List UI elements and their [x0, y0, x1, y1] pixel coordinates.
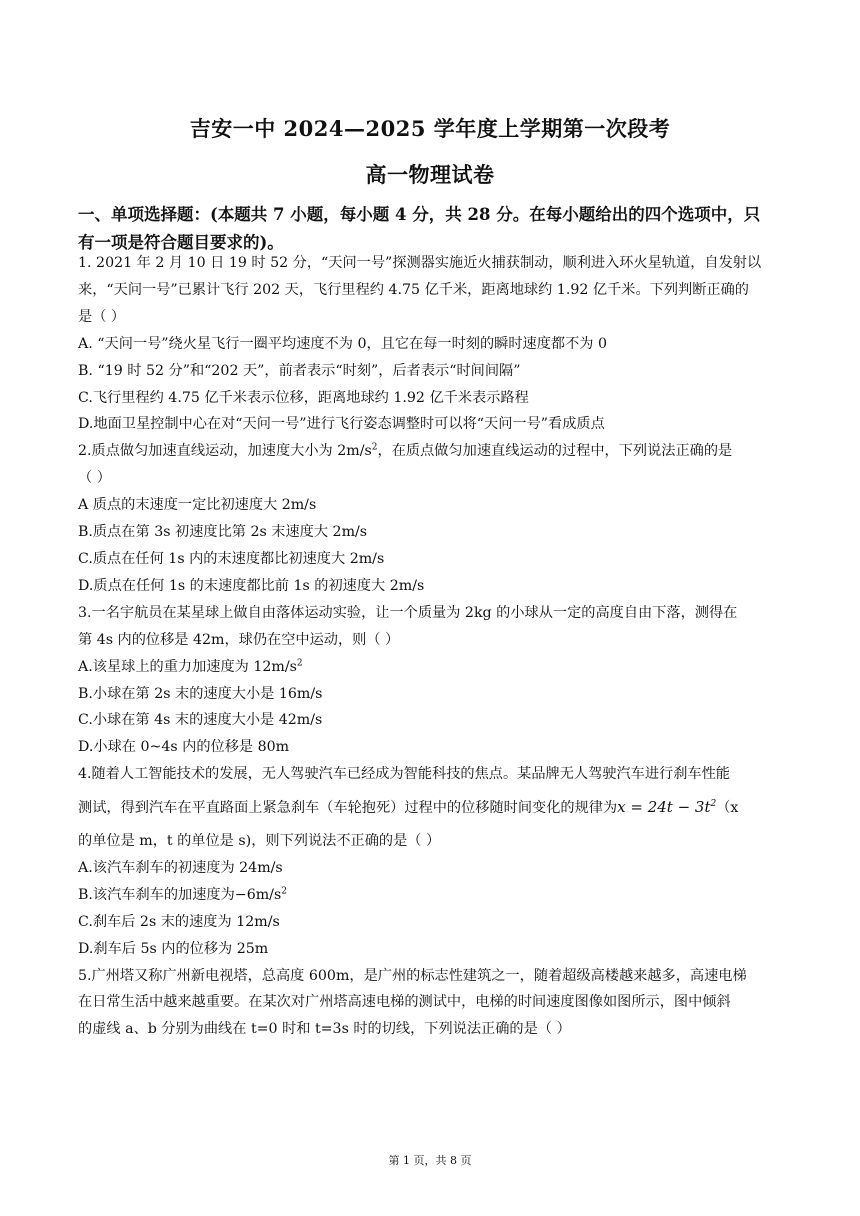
q4-stem-line2 [78, 794, 783, 822]
q3-option-a [78, 654, 783, 681]
q4-stem-part2: （x [716, 800, 739, 817]
q2-option-c: C.质点在任何 1s 内的末速度都比初速度大 2m/s [78, 550, 385, 567]
superscript: 2 [371, 442, 378, 453]
q3-stem-line2: 第 4s 内的位移是 42m，球仍在空中运动，则（ ） [78, 631, 400, 648]
section-heading-line1: 一、单项选择题：(本题共 7 小题，每小题 4 分，共 28 分。在每小题给出的四个选项中，只 [78, 205, 761, 224]
q4-stem-line3: 的单位是 m，t 的单位是 s)，则下列说法不正确的是（ ） [78, 833, 441, 850]
q1-stem-line3: 是（ ） [78, 308, 126, 325]
q2-stem-part2: ，在质点做匀加速直线运动的过程中，下列说法正确的是 [377, 443, 733, 460]
q4-option-c: C.刹车后 2s 末的速度为 12m/s [78, 913, 280, 930]
q1-stem-line2: 来，“天问一号”已累计飞行 202 天，飞行里程约 4.75 亿千米，距离地球约 1.92 亿千米。下列判断正确的 [78, 281, 749, 298]
q1-option-b: B. “19 时 52 分”和“202 天”，前者表示“时刻”，后者表示“时间间隔” [78, 362, 521, 379]
questions-body [78, 250, 783, 1043]
q4-formula [617, 798, 716, 816]
exam-subtitle: 高一物理试卷 [365, 162, 495, 187]
q2-stem-line2: （ ） [78, 470, 111, 487]
q3-stem-line1: 3.一名宇航员在某星球上做自由落体运动实验，让一个质量为 2kg 的小球从一定的高度自由下落，测得在 [78, 604, 738, 621]
q5-stem-line1: 5.广州塔又称广州新电视塔，总高度 600m，是广州的标志性建筑之一，随着超级高楼越来越多，高速电梯 [78, 967, 747, 984]
superscript: 2 [296, 657, 303, 668]
q3-option-d: D.小球在 0~4s 内的位移是 80m [78, 739, 290, 756]
q4-stem-part1: 测试，得到汽车在平直路面上紧急刹车（车轮抱死）过程中的位移随时间变化的规律为 [78, 800, 618, 817]
q1-option-d: D.地面卫星控制中心在对“天问一号”进行飞行姿态调整时可以将“天问一号”看成质点 [78, 416, 605, 433]
page-footer: 第 1 页，共 8 页 [388, 1154, 472, 1167]
q1-stem-line1: 1. 2021 年 2 月 10 日 19 时 52 分，“天问一号”探测器实施近火捕获制动，顺利进入环火星轨道，自发射以 [78, 255, 762, 271]
superscript: 2 [281, 886, 287, 897]
q5-stem-line2: 在日常生活中越来越重要。在某次对广州塔高速电梯的测试中，电梯的时间速度图像如图所示，图中倾斜 [78, 994, 731, 1011]
q3-option-b: B.小球在第 2s 末的速度大小是 16m/s [78, 685, 323, 702]
q2-option-b: B.质点在第 3s 初速度比第 2s 末速度大 2m/s [78, 524, 368, 541]
q3-option-c: C.小球在第 4s 末的速度大小是 42m/s [78, 712, 323, 729]
section-heading [78, 201, 783, 257]
q4-option-a: A.该汽车刹车的初速度为 24m/s [78, 859, 283, 876]
superscript: 2 [710, 799, 717, 810]
q4-option-b-text: B.该汽车刹车的加速度为−6m/s [78, 886, 282, 903]
q4-option-d: D.刹车后 5s 内的位移为 25m [78, 940, 269, 957]
q4-option-b [78, 882, 783, 909]
q3-option-a-text: A.该星球上的重力加速度为 12m/s [78, 658, 297, 675]
q2-option-d: D.质点在任何 1s 的末速度都比前 1s 的初速度大 2m/s [78, 577, 425, 594]
q4-stem-line1: 4.随着人工智能技术的发展，无人驾驶汽车已经成为智能科技的焦点。某品牌无人驾驶汽车进行刹车性能 [78, 766, 730, 783]
exam-title: 吉安一中 2024—2025 学年度上学期第一次段考 [189, 116, 671, 141]
q5-stem-line3: 的虚线 a、b 分别为曲线在 t=0 时和 t=3s 时的切线，下列说法正确的是（ ） [78, 1021, 571, 1038]
q2-stem-line1 [78, 438, 783, 465]
q2-stem-part1: 2.质点做匀加速直线运动，加速度大小为 2m/s [78, 443, 372, 460]
q1-option-a: A. “天问一号”绕火星飞行一圈平均速度不为 0，且它在每一时刻的瞬时速度都不为 0 [78, 335, 608, 352]
q2-option-a: A 质点的末速度一定比初速度大 2m/s [78, 497, 317, 514]
q1-option-c: C.飞行里程约 4.75 亿千米表示位移，距离地球约 1.92 亿千米表示路程 [78, 389, 529, 406]
q4-formula-text: x = 24t − 3t [617, 798, 711, 817]
section-heading-line2: 有一项是符合题目要求的)。 [78, 233, 284, 252]
